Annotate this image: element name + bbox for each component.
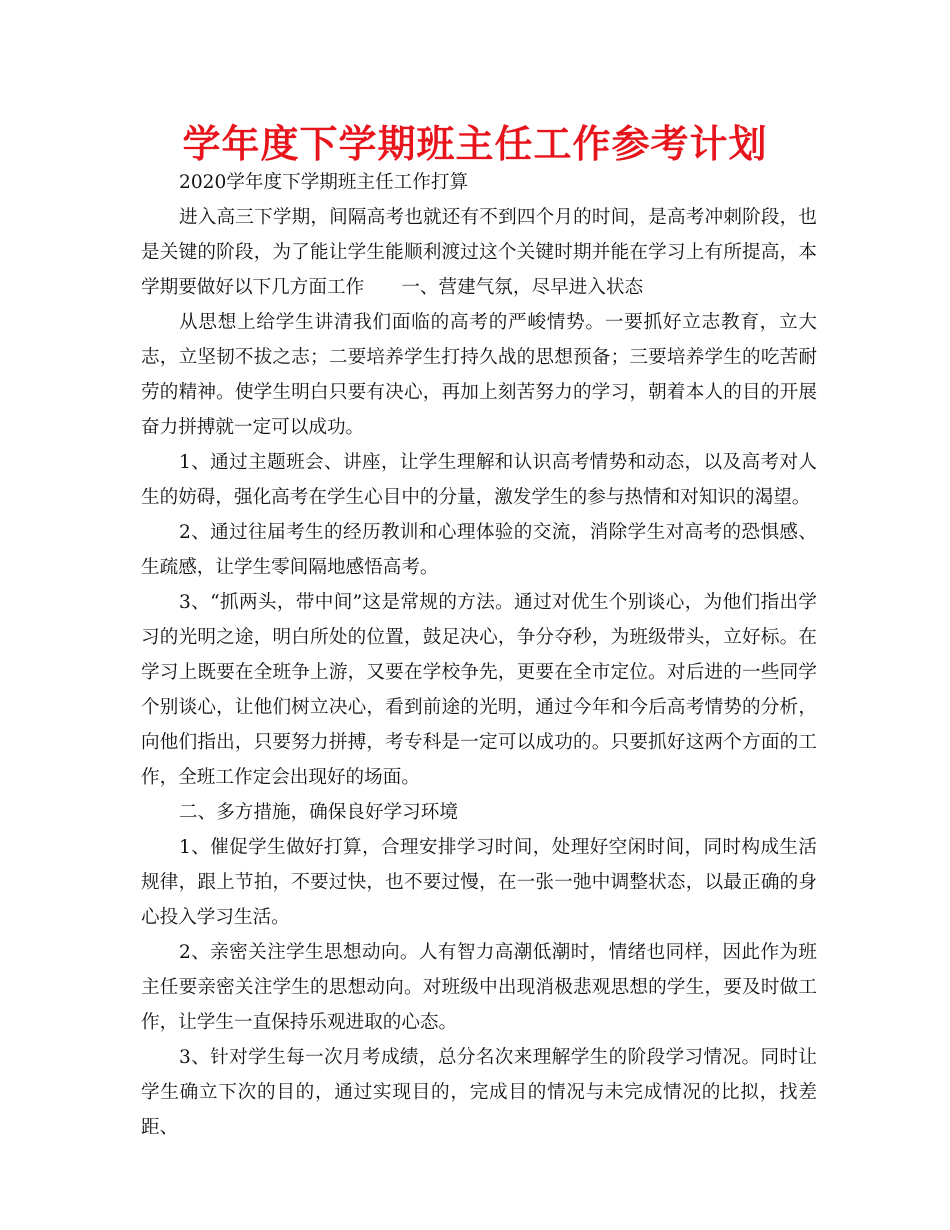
document-body <box>141 165 817 1145</box>
paragraph-thought: 从思想上给学生讲清我们面临的高考的严峻情势。一要抓好立志教育，立大志，立坚韧不拔之志；二要培养学生打持久战的思想预备；三要培养学生的吃苦耐劳的精神。使学生明白只要有决心，再加上刻苦努力的学习，朝着本人的目的开展奋力拼搏就一定可以成功。 <box>141 312 817 438</box>
document-title: 学年度下学期班主任工作参考计划 <box>182 122 768 166</box>
section-heading-2: 二、多方措施，确保良好学习环境 <box>179 802 458 823</box>
paragraph-item-2: 2、通过往届考生的经历教训和心理体验的交流，消除学生对高考的恐惧感、生疏感，让学生零间隔地感悟高考。 <box>141 522 817 578</box>
paragraph-section2-item-2: 2、亲密关注学生思想动向。人有智力高潮低潮时，情绪也同样，因此作为班主任要亲密关注学生的思想动向。对班级中出现消极悲观思想的学生，要及时做工作，让学生一直保持乐观进取的心态。 <box>141 942 817 1033</box>
paragraph-section2-item-1: 1、催促学生做好打算，合理安排学习时间，处理好空闲时间，同时构成生活规律，跟上节拍，不要过快，也不要过慢，在一张一弛中调整状态，以最正确的身心投入学习生活。 <box>141 837 817 928</box>
paragraph-item-1: 1、通过主题班会、讲座，让学生理解和认识高考情势和动态，以及高考对人生的妨碍，强化高考在学生心目中的分量，激发学生的参与热情和对知识的渴望。 <box>141 452 817 508</box>
paragraph-subtitle: 2020学年度下学期班主任工作打算 <box>179 172 469 193</box>
paragraph-section2-item-3: 3、针对学生每一次月考成绩，总分名次来理解学生的阶段学习情况。同时让学生确立下次的目的，通过实现目的，完成目的情况与未完成情况的比拟，找差距、 <box>141 1047 817 1138</box>
paragraph-item-3: 3、“抓两头，带中间”这是常规的方法。通过对优生个别谈心，为他们指出学习的光明之途，明白所处的位置，鼓足决心，争分夺秒，为班级带头，立好标。在学习上既要在全班争上游，又要在学校争先，更要在全市定位。对后进的一些同学个别谈心，让他们树立决心，看到前途的光明，通过今年和今后高考情势的分析，向他们指出，只要努力拼搏，考专科是一定可以成功的。只要抓好这两个方面的工作，全班工作定会出现好的场面。 <box>141 592 817 788</box>
paragraph-intro: 进入高三下学期，间隔高考也就还有不到四个月的时间，是高考冲刺阶段，也是关键的阶段，为了能让学生能顺利渡过这个关键时期并能在学习上有所提高，本学期要做好以下几方面工作 一、营建气氛，尽早进入状态 <box>141 207 817 298</box>
